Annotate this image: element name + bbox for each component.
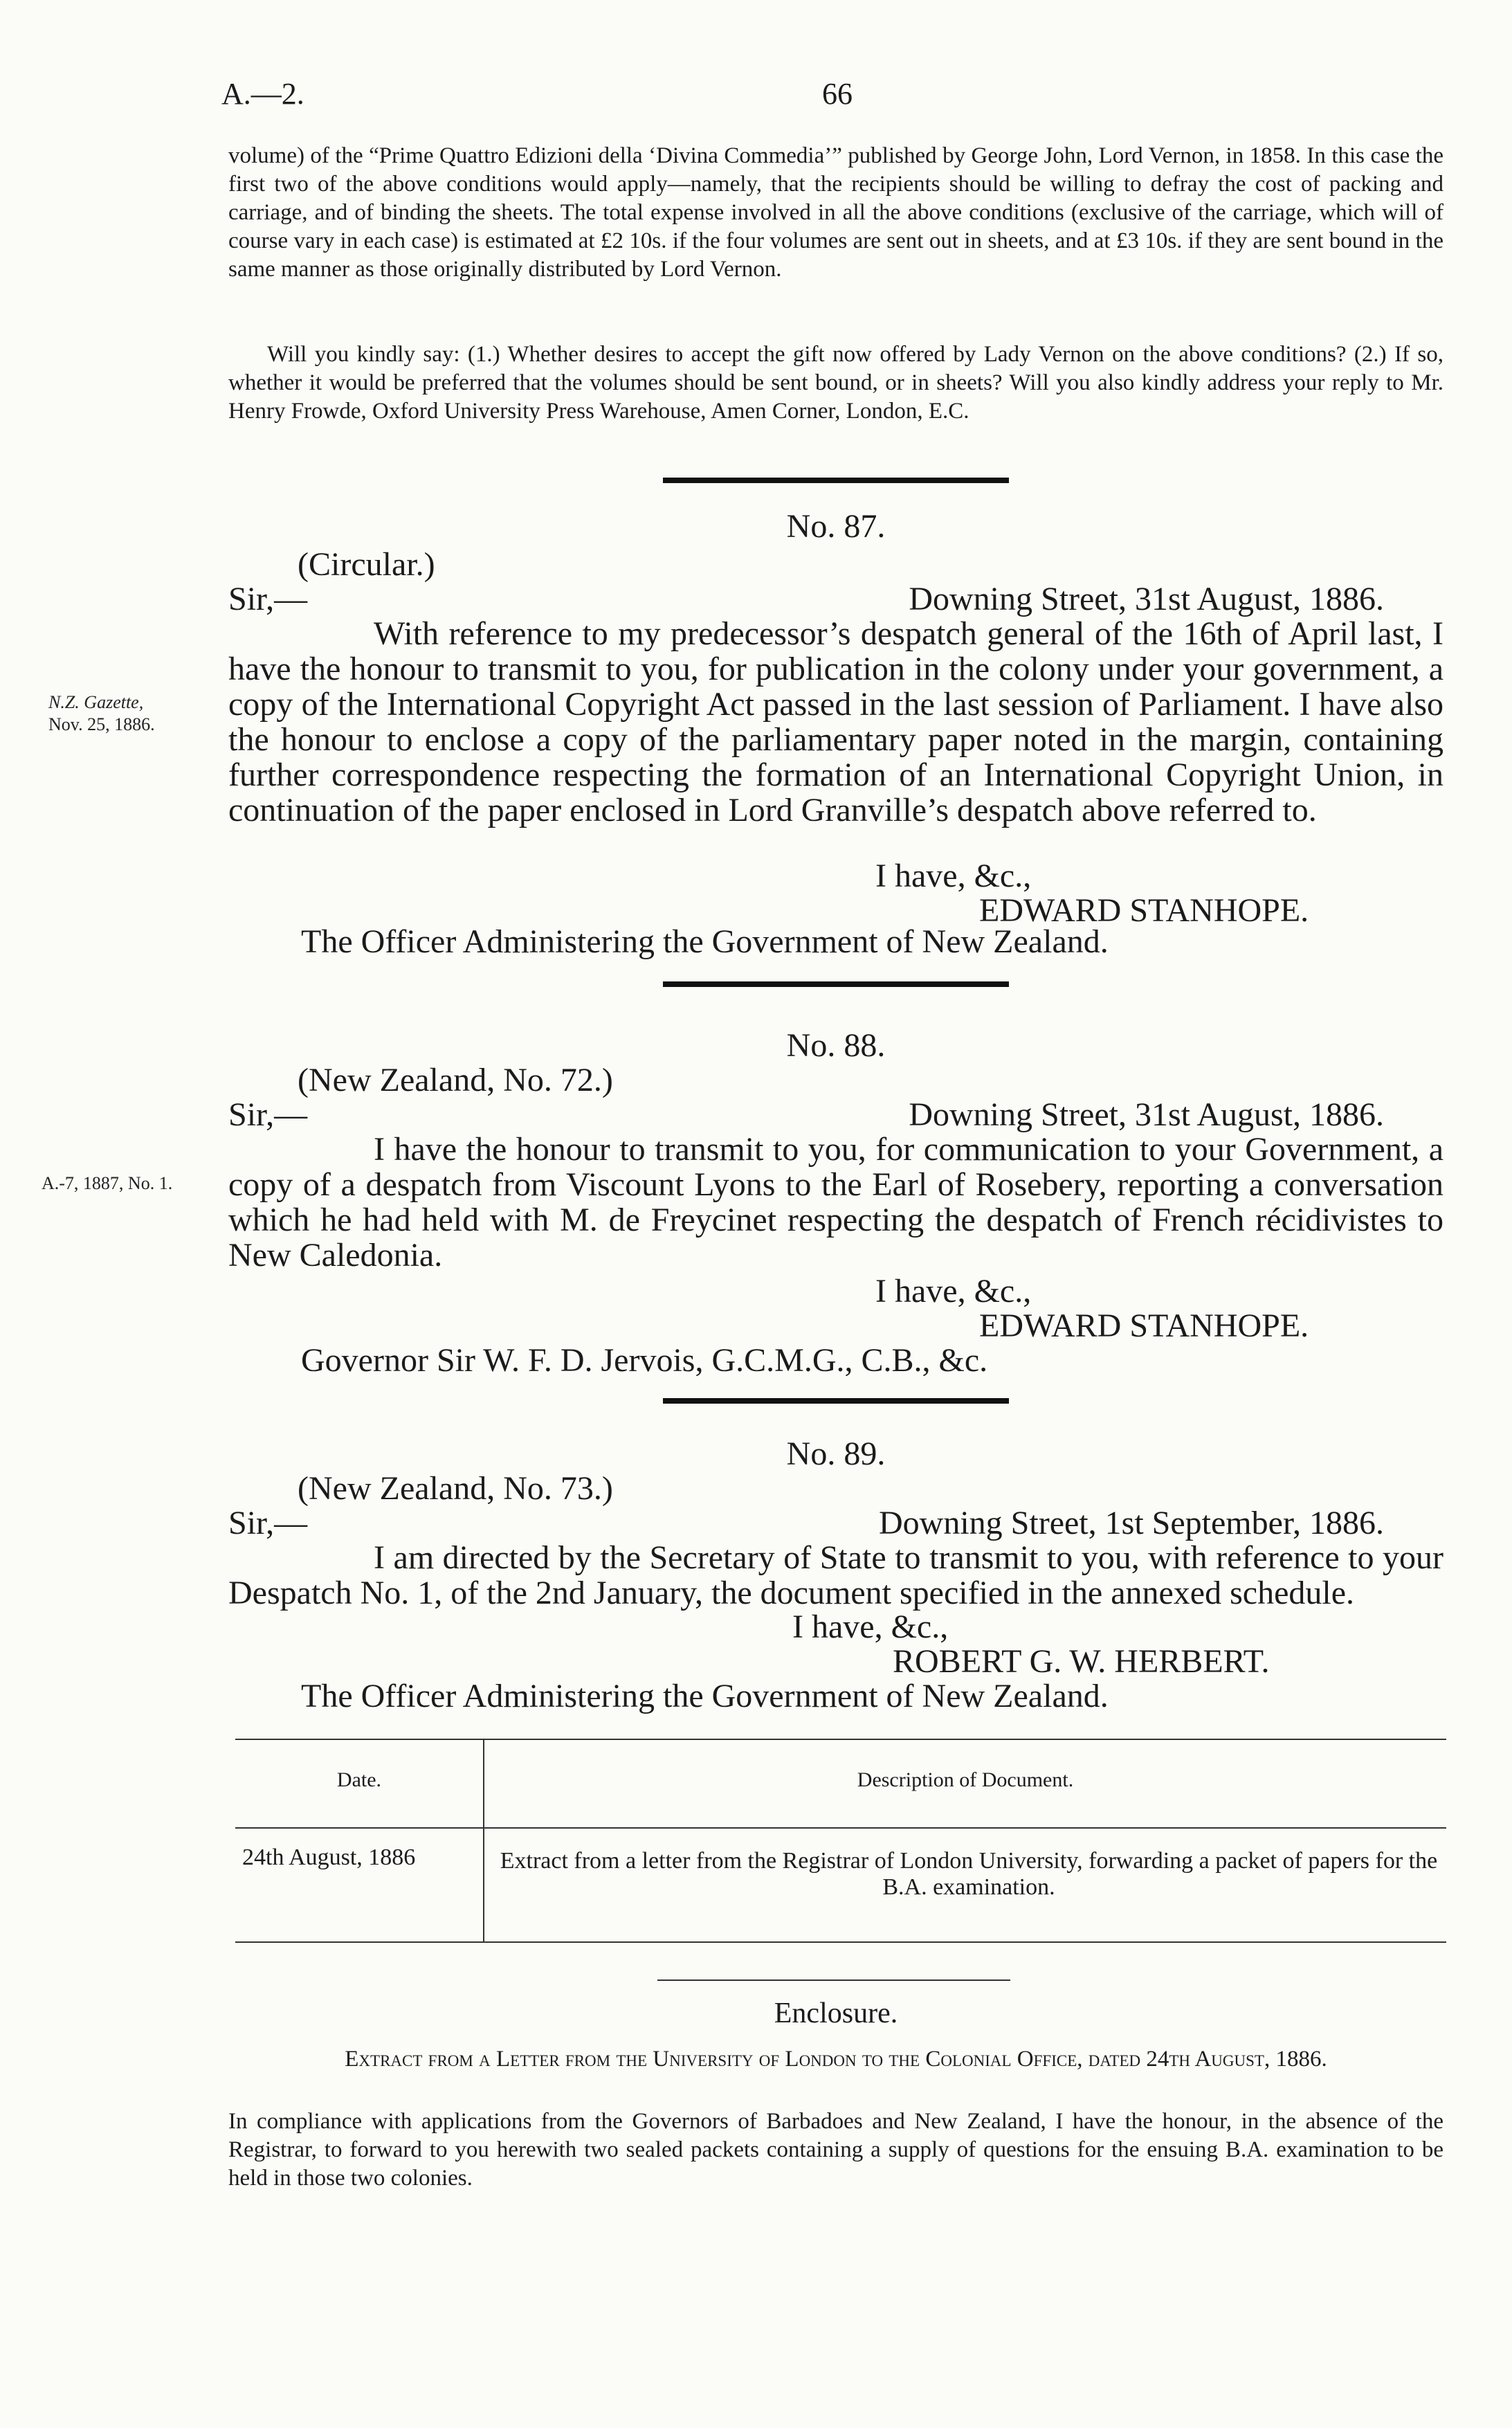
despatch-88-signature: EDWARD STANHOPE. [979, 1307, 1309, 1344]
table-header-date: Date. [336, 1768, 382, 1791]
table-header-description: Description of Document. [857, 1768, 1074, 1791]
despatch-88-number: No. 88. [786, 1027, 886, 1064]
despatch-88-body: I have the honour to transmit to you, for communication to your Government, a copy of a despatch from Viscount Lyons to the Earl of Rosebery, reporting a conversation which he had held with M. de Freycinet respecting the despatch of French récidivistes to New Caledonia. [228, 1131, 1443, 1274]
despatch-89-closing: I have, &c., [792, 1609, 949, 1645]
despatch-89-signature: ROBERT G. W. HERBERT. [893, 1643, 1270, 1680]
section-divider [663, 478, 1009, 483]
despatch-89-number: No. 89. [786, 1435, 886, 1472]
despatch-87-place-date: Downing Street, 31st August, 1886. [909, 581, 1384, 617]
despatch-89-place-date: Downing Street, 1st September, 1886. [879, 1505, 1384, 1541]
enclosure-title: Enclosure. [774, 1997, 898, 2029]
despatch-87-margin-note-2: Nov. 25, 1886. [48, 714, 155, 734]
intro-paragraph-2: Will you kindly say: (1.) Whether desires to accept the gift now offered by Lady Vernon on the above conditions? (2.) If so, whether it would be preferred that the volumes should be sent bound, or in sheets? Will you also kindly address your reply to Mr. Henry Frowde, Oxford University Press Warehouse, Amen Corner, London, E.C. [228, 342, 1443, 424]
document-reference: A.—2. [221, 77, 304, 111]
enclosure-heading: Extract from a Letter from the University of London to the Colonial Office, dated 24th August, 1886. [345, 2047, 1327, 2072]
despatch-87-subtitle: (Circular.) [298, 546, 435, 583]
table-bottom-rule [235, 1941, 1446, 1943]
despatch-88-closing: I have, &c., [875, 1273, 1032, 1310]
despatch-87-addressee: The Officer Administering the Government of New Zealand. [301, 923, 1109, 960]
intro-paragraph-1: volume) of the “Prime Quattro Edizioni della ‘Divina Commedia’” published by George John, Lord Vernon, in 1858. In this case the first two of the above conditions would apply—namely, that the recipients should be willing to defray the cost of packing and carriage, and of binding the sheets. The total expense involved in all the above conditions (exclusive of the carriage, which will of course vary in each case) is estimated at £2 10s. if the four volumes are sent out in sheets, and at £3 10s. if they are sent bound in the same manner as those originally distributed by Lord Vernon. [228, 143, 1443, 282]
table-top-rule [235, 1739, 1446, 1740]
enclosure-body: In compliance with applications from the Governors of Barbadoes and New Zealand, I have the honour, in the absence of the Registrar, to forward to you herewith two sealed packets containing a supply of questions for the ensuing B.A. examination to be held in those two colonies. [228, 2109, 1443, 2191]
despatch-88-salutation: Sir,— [228, 1096, 308, 1133]
despatch-87-number: No. 87. [786, 508, 886, 545]
despatch-88-subtitle: (New Zealand, No. 72.) [298, 1062, 613, 1098]
table-cell-description: Extract from a letter from the Registrar of London University, forwarding a packet of papers for the B.A. examination. [500, 1848, 1438, 1900]
despatch-87-salutation: Sir,— [228, 581, 308, 617]
despatch-89-body: I am directed by the Secretary of State to transmit to you, with reference to your Despatch No. 1, of the 2nd January, the document specified in the annexed schedule. [228, 1539, 1443, 1611]
despatch-87-signature: EDWARD STANHOPE. [979, 892, 1309, 929]
despatch-89-addressee: The Officer Administering the Government of New Zealand. [301, 1678, 1109, 1714]
table-cell-date: 24th August, 1886 [242, 1845, 416, 1870]
section-divider [657, 1979, 1010, 1981]
despatch-87-closing: I have, &c., [875, 858, 1032, 894]
despatch-88-addressee: Governor Sir W. F. D. Jervois, G.C.M.G., C.B., &c. [301, 1342, 988, 1379]
despatch-88-margin-note: A.-7, 1887, No. 1. [42, 1173, 173, 1193]
despatch-87-margin-note-1: N.Z. Gazette, [48, 692, 144, 712]
section-divider [663, 981, 1009, 987]
section-divider [663, 1398, 1009, 1404]
despatch-87-body: With reference to my predecessor’s despatch general of the 16th of April last, I have the honour to transmit to you, for publication in the colony under your government, a copy of the International Copyright Act passed in the last session of Parliament. I have also the honour to enclose a copy of the parliamentary paper noted in the margin, containing further correspondence respecting the formation of an International Copyright Union, in continuation of the paper enclosed in Lord Granville’s despatch above referred to. [228, 615, 1443, 828]
despatch-89-subtitle: (New Zealand, No. 73.) [298, 1470, 613, 1507]
despatch-88-place-date: Downing Street, 31st August, 1886. [909, 1096, 1384, 1133]
despatch-89-salutation: Sir,— [228, 1505, 308, 1541]
page-number: 66 [822, 77, 853, 111]
table-header-rule [235, 1827, 1446, 1829]
